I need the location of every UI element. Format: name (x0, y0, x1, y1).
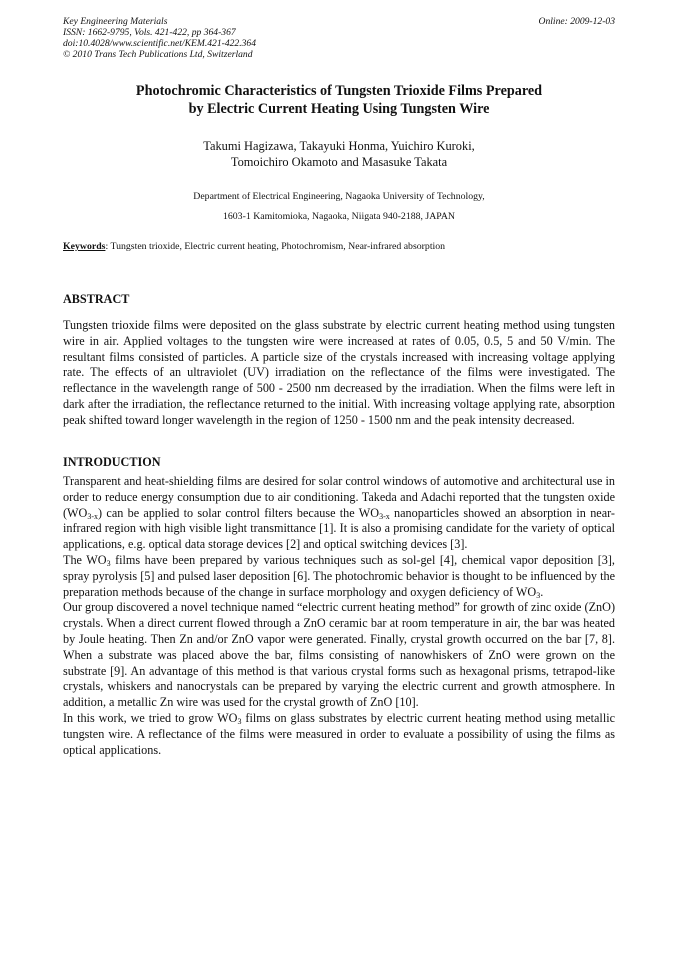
text-run: Transparent and heat-shielding films are desired for solar control windows of automotive and architectural use in order to reduce energy consumption due to air conditioning. Takeda and Adachi reported that the tungsten oxide (WO (63, 474, 615, 520)
journal-info (63, 16, 615, 60)
subscript: 3-x (87, 511, 99, 521)
copyright-line: © 2010 Trans Tech Publications Ltd, Switzerland (63, 49, 253, 60)
online-date: Online: 2009-12-03 (538, 16, 615, 27)
authors-line-2: Tomoichiro Okamoto and Masasuke Takata (230, 155, 448, 169)
subscript: 3 (106, 558, 111, 568)
affiliation-line-2: 1603-1 Kamitomioka, Nagaoka, Niigata 940-2188, JAPAN (222, 211, 455, 222)
keywords-text: : Tungsten trioxide, Electric current heating, Photochromism, Near-infrared absorption (105, 241, 446, 252)
abstract-paragraph: Tungsten trioxide films were deposited on the glass substrate by electric current heating method using tungsten wire in air. Applied voltages to the tungsten wire were increased at rates of 0.05, 0.5, 5 and 50 V/min. The resultant films consisted of particles. A particle size of the crystals increased with increasing voltage applying rate. The effects of an ultraviolet (UV) irradiation on the reflectance of the films were investigated. The reflectance in the wavelength range of 500 - 2500 nm decreased by the irradiation. When the films were left in dark after the irradiation, the reflectance returned to the initial. With increasing voltage applying rate, absorption peak shifted toward longer wavelength in the region of 1250 - 1500 nm and the peak intensity decreased. (63, 318, 615, 427)
affiliation-line-1: Department of Electrical Engineering, Nagaoka University of Technology, (193, 191, 485, 202)
intro-paragraph-4 (63, 711, 615, 758)
doi-line: doi:10.4028/www.scientific.net/KEM.421-422.364 (63, 38, 257, 49)
subscript: 3 (237, 716, 242, 726)
authors-line-1: Takumi Hagizawa, Takayuki Honma, Yuichiro Kuroki, (203, 139, 475, 153)
affiliation (63, 187, 615, 227)
title-line-2: by Electric Current Heating Using Tungsten Wire (188, 101, 490, 117)
title-line-1: Photochromic Characteristics of Tungsten Trioxide Films Prepared (135, 83, 543, 99)
subscript: 3-x (379, 511, 390, 521)
author-list (63, 138, 615, 170)
text-run: The WO (63, 552, 107, 567)
keywords (63, 241, 623, 253)
text-run: ) can be applied to solar control filters because the WO (98, 505, 380, 520)
abstract-body (63, 318, 615, 429)
intro-paragraph-3: Our group discovered a novel technique named “electric current heating method” for growth of zinc oxide (ZnO) crystals. When a direct current flowed through a ZnO ceramic bar at room temperature in air, the bar was heated by Joule heating. Then Zn and/or ZnO vapor were generated. Finally, crystal growth occurred on the bar [7, 8]. When a substrate was placed above the bar, films consisting of nanowhiskers of ZnO were grown on the substrate [9]. An advantage of this method is that various crystal forms such as hexagonal prisms, tetrapod-like crystals, whiskers and nanocrystals can be prepared by varying the electric current and growth atmosphere. In addition, a metallic Zn wire was used for the crystal growth of ZnO [10]. (63, 600, 615, 710)
paper-title (63, 82, 615, 118)
text-run: . (540, 584, 544, 599)
intro-paragraph-1 (63, 474, 615, 553)
text-run: films have been prepared by various techniques such as sol-gel [4], chemical vapor deposition [3], spray pyrolysis [5] and pulsed laser deposition [6]. The photochromic behavior is thought to be influenced by the preparation methods because of the change in surface morphology and oxygen deficiency of WO (63, 552, 615, 599)
abstract-heading: ABSTRACT (63, 292, 130, 306)
subscript: 3 (536, 590, 541, 600)
text-run: nanoparticles showed an absorption in near-infrared region with high visible light transmittance [1]. It is also a promising candidate for the variety of optical applications, e.g. optical data storage devices [2] and optical switching devices [3]. (63, 505, 615, 552)
intro-paragraph-2 (63, 553, 615, 600)
text-run: films on glass substrates by electric current heating method using metallic tungsten wire. A reflectance of the films were measured in order to evaluate a possibility of using the films as optical applications. (63, 710, 616, 757)
introduction-body (63, 474, 615, 758)
issn-line: ISSN: 1662-9795, Vols. 421-422, pp 364-367 (63, 27, 236, 38)
keywords-label: Keywords (63, 241, 106, 252)
page-header (63, 16, 615, 60)
introduction-heading: INTRODUCTION (63, 455, 161, 469)
text-run: In this work, we tried to grow WO (63, 710, 238, 725)
journal-name: Key Engineering Materials (63, 16, 168, 27)
